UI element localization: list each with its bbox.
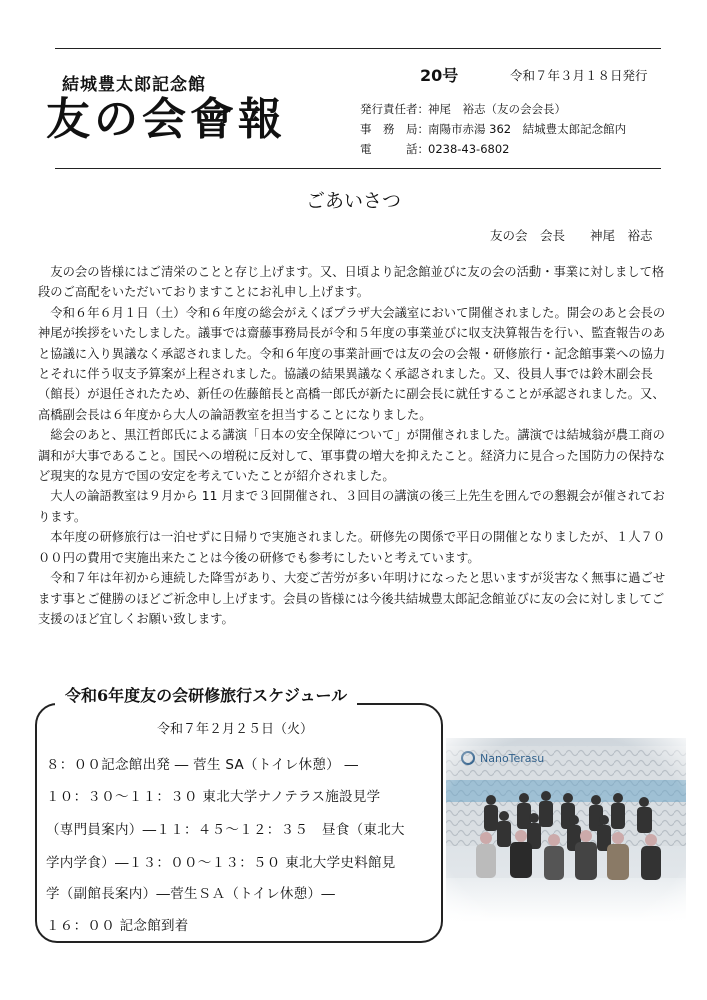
schedule-line: １０：３０～１１：３０ 東北大学ナノテラス施設見学 xyxy=(46,789,381,805)
newsletter-name: 友の会會報 xyxy=(46,94,286,145)
phone-key: 電 話： xyxy=(360,142,429,156)
paragraph: 令和６年６月１日（土）令和６年度の総会がえくぼプラザ大会議室において開催されました。開会のあと会長の神尾が挨拶をいたしました。議事では齋藤事務局長が令和５年度の事業並びに収支決算報告を行い、監査報告のあと協議に入り異議なく承認されました。令和６年度の事業計画では友の会の会報・研修旅行・記念館事業への協力とそれに伴う収支予算案が上程されました。協議の結果異議なく承認されました。又、役員人事では鈴木副会長（館長）が退任されたため、新任の佐藤館長と高橋一郎氏が新たに副会長に就任することが承認されました。又、高橋副会長は６年度から大人の論語教室を担当することになりました。 xyxy=(38,305,666,422)
publisher-key: 発行責任者： xyxy=(360,102,429,116)
schedule-line: １６：００ 記念館到着 xyxy=(46,918,189,934)
header-rule xyxy=(55,168,661,169)
top-rule xyxy=(55,48,661,49)
paragraph: 大人の論語教室は９月から 11 月まで３回開催され、３回目の講演の後三上先生を囲んでの懇親会が催されております。 xyxy=(38,489,665,524)
schedule-title: 令和6年度友の会研修旅行スケジュール xyxy=(55,683,357,706)
article-body xyxy=(38,262,670,629)
office-row xyxy=(360,119,626,139)
group-photo xyxy=(446,738,686,922)
schedule-line: （専門員案内）―１１：４５～１２：３５ 昼食（東北大 xyxy=(46,822,405,838)
issue-date: 令和７年３月１８日発行 xyxy=(510,68,648,83)
publisher-info xyxy=(360,99,626,159)
schedule-date: 令和７年２月２５日（火） xyxy=(156,722,313,737)
schedule-line: 学（副館長案内）―菅生ＳＡ（トイレ休憩）― xyxy=(46,886,336,902)
org-name: 結城豊太郎記念館 xyxy=(62,75,206,95)
office-value: 南陽市赤湯 362 結城豊太郎記念館内 xyxy=(428,122,627,136)
schedule-line: ８：００記念館出発 ― 菅生 SA（トイレ休憩） ― xyxy=(46,757,359,773)
article-author: 友の会 会長 神尾 裕志 xyxy=(490,228,653,243)
article-title: ごあいさつ xyxy=(305,190,401,212)
office-key: 事 務 局： xyxy=(360,122,429,136)
paragraph: 令和７年は年初から連続した降雪があり、大変ご苦労が多い年明けになったと思いますが災害なく無事に過ごせます事とご健勝のほどご祈念申し上げます。会員の皆様には今後共結城豊太郎記念館並びに友の会に対しましてご支援のほど宜しくお願い致します。 xyxy=(38,571,666,626)
phone-row xyxy=(360,139,626,159)
issue-number: 20号 xyxy=(420,66,459,85)
paragraph: 友の会の皆様にはご清栄のことと存じ上げます。又、日頃より記念館並びに友の会の活動・事業に対しまして格段のご高配をいただいておりますことにお礼申し上げます。 xyxy=(38,265,665,300)
phone-value: 0238-43-6802 xyxy=(428,142,510,156)
group-photo-drawing xyxy=(446,738,686,922)
schedule-line: 学内学食）―１３：００～１３：５０ 東北大学史料館見 xyxy=(46,855,396,871)
publisher-row xyxy=(360,99,626,119)
paragraph: 総会のあと、黒江哲郎氏による講演「日本の安全保障について」が開催されました。講演では結城翁が農工商の調和が大事であること。国民への増税に反対して、軍事費の増大を抑えたこと。経済力に見合った国防力の保持など現実的な見方で国の安定を考えていたことが紹介されました。 xyxy=(38,428,665,484)
paragraph: 本年度の研修旅行は一泊せずに日帰りで実施されました。研修先の関係で平日の開催となりましたが、１人７０００円の費用で実施出来たことは今後の研修でも参考にしたいと考えています。 xyxy=(38,530,666,565)
publisher-value: 神尾 裕志（友の会会長） xyxy=(428,102,566,116)
